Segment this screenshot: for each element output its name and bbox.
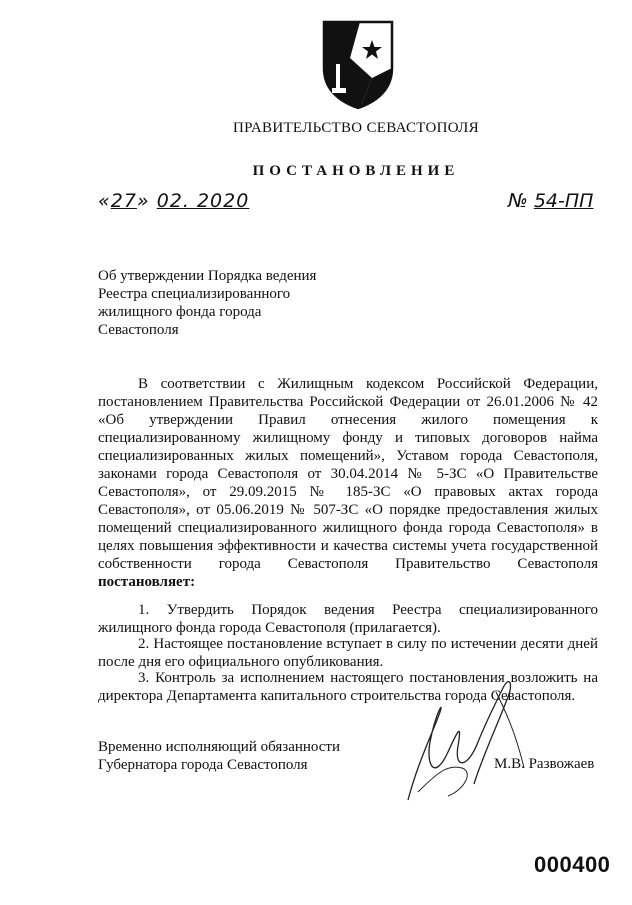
resolves-keyword: постановляет:: [98, 574, 196, 590]
subject-line: Реестра специализированного: [98, 286, 291, 302]
document-number: [508, 190, 593, 212]
item-1: 1. Утвердить Порядок ведения Реестра специализированного жилищного фонда города Севастополя (прилагается).: [98, 602, 598, 636]
subject-line: Севастополя: [98, 322, 179, 338]
date-close-quote: »: [136, 190, 150, 212]
preamble-paragraph: [98, 375, 598, 591]
preamble-text: В соответствии с Жилищным кодексом Российской Федерации, постановлением Правительства Российской Федерации от 26.01.2006 № 42 «Об утверждении Правил отнесения жилого помещения к специализированному жилищному фонду и типовых договоров найма специализированных жилых помещений», Уставом города Севастополя, законами города Севастополя от 30.04.2014 № 5-ЗС «О Правительстве Севастополя», от 29.09.2015 № 185-ЗС «О правовых актах города Севастополя», от 05.06.2019 № 507-ЗС «О порядке предоставления жилых помещений специализированного жилищного фонда города Севастополя» в целях повышения эффективности и качества системы учета государственной собственности города Севастополя Правительство Севастополя: [98, 376, 598, 572]
date-month-year: 02. 2020: [156, 190, 250, 212]
number-value: 54-ПП: [533, 190, 594, 212]
document-subject: [98, 267, 378, 339]
position-line: Временно исполняющий обязанности: [98, 739, 341, 755]
subject-line: жилищного фонда города: [98, 304, 262, 320]
signatory-name: М.В. Развожаев: [494, 756, 595, 772]
position-line: Губернатора города Севастополя: [98, 757, 308, 773]
item-3: 3. Контроль за исполнением настоящего постановления возложить на директора Департамента капитального строительства города Севастополя.: [98, 670, 598, 704]
date-open-quote: «: [98, 190, 111, 212]
government-title: ПРАВИТЕЛЬСТВО СЕВАСТОПОЛЯ: [233, 120, 479, 136]
serial-number: 000400: [534, 852, 611, 877]
handwritten-signature: [378, 672, 538, 812]
item-2: 2. Настоящее постановление вступает в силу по истечении десяти дней после дня его официального опубликования.: [98, 636, 598, 670]
signatory-position: [98, 738, 340, 774]
subject-line: Об утверждении Порядка ведения: [98, 268, 317, 284]
document-type-heading: ПОСТАНОВЛЕНИЕ: [252, 163, 460, 179]
sevastopol-coat-of-arms: [320, 18, 396, 110]
document-date: [98, 190, 249, 212]
number-prefix: №: [508, 190, 528, 212]
date-day: 27: [110, 190, 137, 212]
